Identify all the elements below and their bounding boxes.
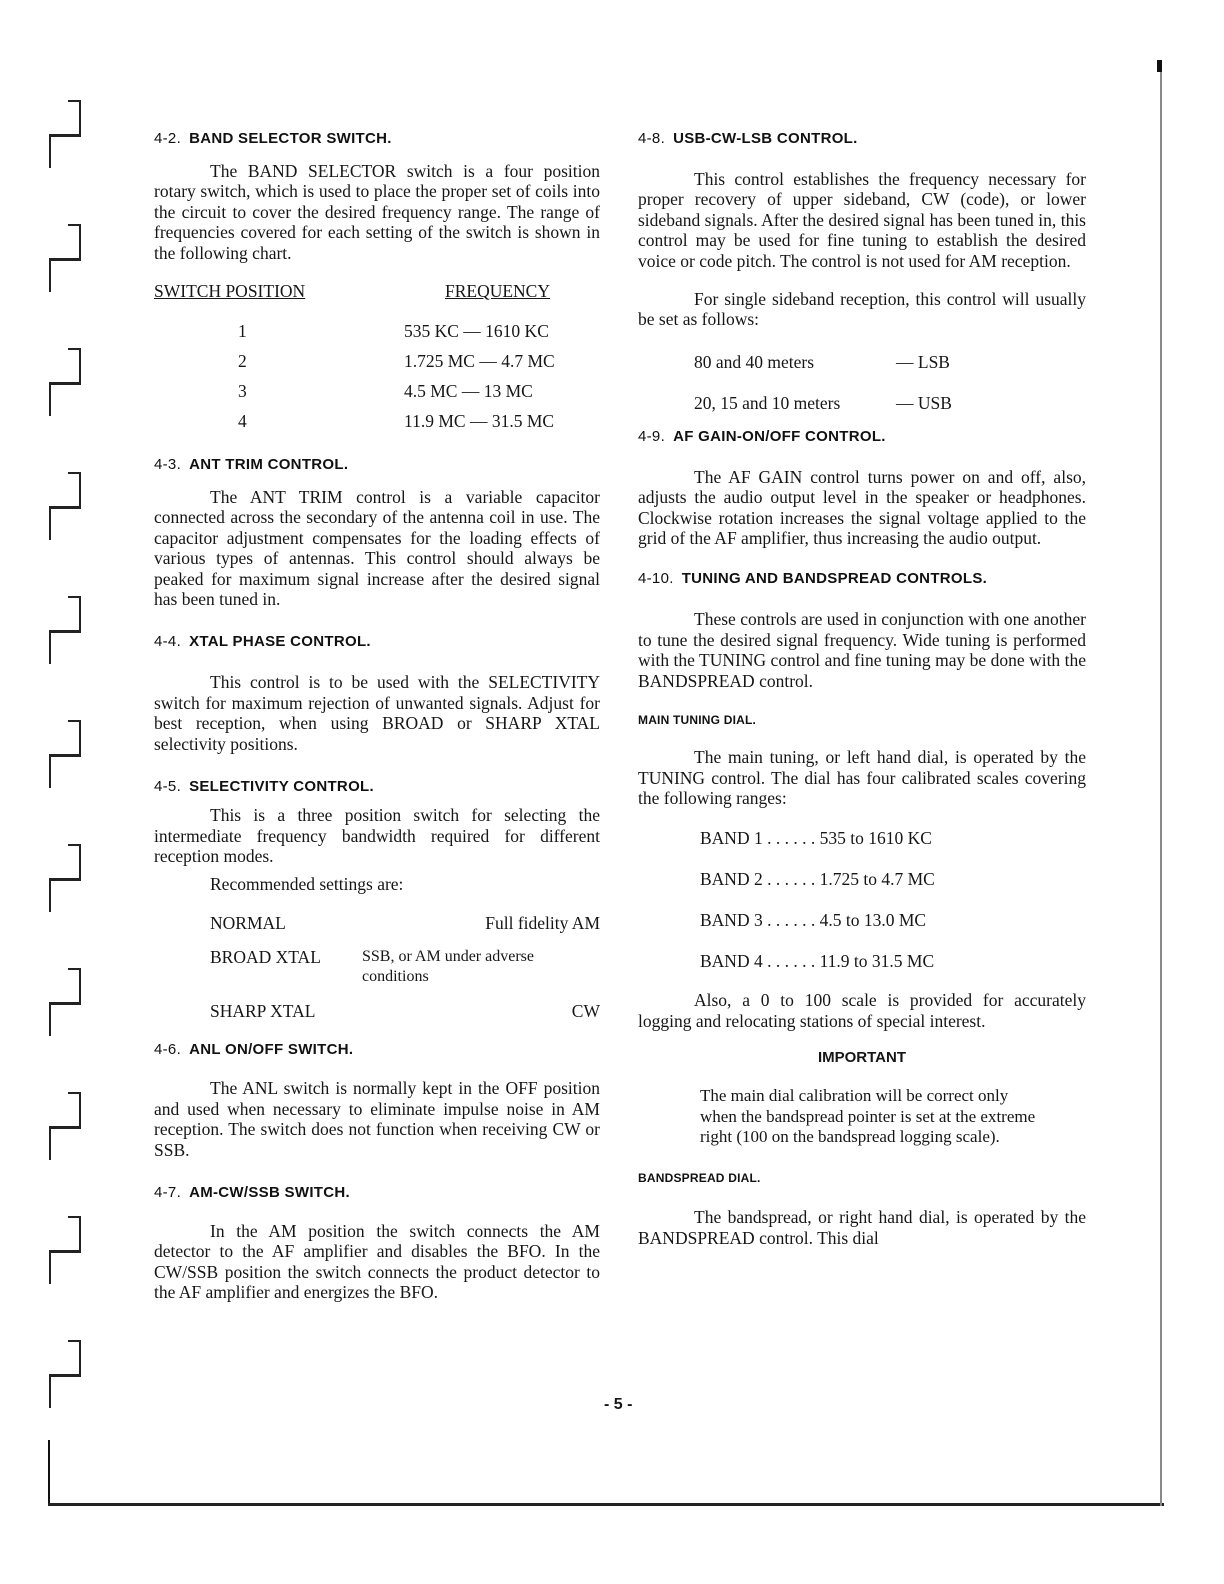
- paragraph-xtal-phase: This control is to be used with the SELECTIVITY switch for maximum rejection of unwanted signals. Adjust for best reception, when using BROAD or SHARP XTAL selectivity positions.: [154, 672, 600, 754]
- paragraph-bandspread-dial: The bandspread, or right hand dial, is operated by the BANDSPREAD control. This dial: [638, 1207, 1086, 1248]
- page-number: - 5 -: [604, 1396, 633, 1413]
- binding-tab: [44, 100, 82, 220]
- paragraph-am-cw-ssb: In the AM position the switch connects the AM detector to the AF amplifier and disables the BFO. In the CW/SSB position the switch connects the product detector to the AF amplifier and energizes the BFO.: [154, 1220, 600, 1303]
- binding-tab: [44, 348, 82, 468]
- column-header-switch-position: SWITCH POSITION: [154, 281, 306, 302]
- binding-tabs: [44, 100, 84, 1500]
- table-row: 2 1.725 MC — 4.7 MC: [238, 351, 555, 372]
- setting-row-normal: NORMAL Full fidelity AM: [210, 913, 600, 934]
- paragraph-anl: The ANL switch is normally kept in the OFF position and used when necessary to eliminate impulse noise in AM reception. The switch does not function when receiving CW or SSB.: [154, 1078, 600, 1160]
- binding-tab: [44, 1092, 82, 1212]
- paragraph-tuning-bandspread: These controls are used in conjunction with one another to tune the desired signal frequency. Wide tuning is performed with the TUNING control and fine tuning may be done with the BANDSPREAD control.: [638, 609, 1086, 691]
- corner-mark: [1157, 60, 1162, 72]
- right-margin-rule: [1160, 62, 1162, 1506]
- important-note: The main dial calibration will be correct only when the bandspread pointer is set at the extreme right (100 on the bandspread logging scale).: [700, 1086, 1036, 1146]
- band-row-2: BAND 2 . . . . . . 1.725 to 4.7 MC: [700, 869, 935, 890]
- binding-tab: [44, 472, 82, 592]
- section-heading-4-7: 4-7. AM-CW/SSB SWITCH.: [154, 1183, 350, 1201]
- paragraph-ant-trim: The ANT TRIM control is a variable capacitor connected across the secondary of the antenna coil in use. The capacitor adjustment compensates for the loading effects of various types of antennas. This control should always be peaked for maximum signal increase after the desired signal has been tuned in.: [154, 487, 600, 610]
- meter-row-usb: 20, 15 and 10 meters — USB: [694, 392, 952, 413]
- important-title: IMPORTANT: [817, 1049, 907, 1067]
- section-heading-4-4: 4-4. XTAL PHASE CONTROL.: [154, 633, 371, 651]
- subheading-main-tuning-dial: MAIN TUNING DIAL.: [638, 713, 757, 728]
- binding-tab: [44, 844, 82, 964]
- band-row-1: BAND 1 . . . . . . 535 to 1610 KC: [700, 828, 932, 849]
- paragraph-logging-scale: Also, a 0 to 100 scale is provided for accurately logging and relocating stations of special interest.: [638, 990, 1086, 1031]
- paragraph-main-dial: The main tuning, or left hand dial, is operated by the TUNING control. The dial has four calibrated scales covering the following ranges:: [638, 747, 1086, 808]
- left-margin-rule: [48, 1440, 50, 1506]
- binding-tab: [44, 224, 82, 344]
- band-row-4: BAND 4 . . . . . . 11.9 to 31.5 MC: [700, 951, 935, 972]
- settings-intro: Recommended settings are:: [210, 874, 404, 895]
- section-heading-4-3: 4-3. ANT TRIM CONTROL.: [154, 456, 349, 474]
- meter-row-lsb: 80 and 40 meters — LSB: [694, 351, 950, 372]
- binding-tab: [44, 720, 82, 840]
- left-column: [154, 130, 600, 1321]
- section-heading-4-8: 4-8. USB-CW-LSB CONTROL.: [638, 130, 858, 147]
- section-heading-4-2: 4-2. BAND SELECTOR SWITCH.: [154, 130, 392, 147]
- binding-tab: [44, 1216, 82, 1336]
- setting-row-sharp-xtal: SHARP XTAL CW: [210, 1001, 600, 1022]
- paragraph-usb-cw-lsb: This control establishes the frequency necessary for proper recovery of upper sideband, CW (code), or lower sideband signals. After the desired signal has been tuned in, this control may be used for fine tuning to establish the desired voice or code pitch. The control is not used for AM reception.: [638, 169, 1086, 271]
- band-row-3: BAND 3 . . . . . . 4.5 to 13.0 MC: [700, 910, 927, 931]
- paragraph-selectivity: This is a three position switch for selecting the intermediate frequency bandwidth required for different reception modes.: [154, 805, 600, 866]
- section-heading-4-6: 4-6. ANL ON/OFF SWITCH.: [154, 1041, 354, 1059]
- right-column: [638, 130, 1086, 1266]
- table-row: 3 4.5 MC — 13 MC: [238, 381, 533, 402]
- table-row: 4 11.9 MC — 31.5 MC: [238, 411, 555, 432]
- subheading-bandspread-dial: BANDSPREAD DIAL.: [638, 1171, 761, 1186]
- setting-row-broad-xtal: BROAD XTAL SSB, or AM under adverse conditions: [210, 947, 534, 986]
- section-heading-4-10: 4-10. TUNING AND BANDSPREAD CONTROLS.: [638, 570, 988, 588]
- section-heading-4-5: 4-5. SELECTIVITY CONTROL.: [154, 778, 374, 796]
- table-row: 1 535 KC — 1610 KC: [238, 321, 549, 342]
- paragraph-ssb-settings: For single sideband reception, this control will usually be set as follows:: [638, 289, 1086, 330]
- section-heading-4-9: 4-9. AF GAIN-ON/OFF CONTROL.: [638, 427, 886, 445]
- bottom-margin-rule: [48, 1503, 1164, 1506]
- binding-tab: [44, 968, 82, 1088]
- paragraph-af-gain: The AF GAIN control turns power on and off, also, adjusts the audio output level in the speaker or headphones. Clockwise rotation increases the signal voltage applied to the grid of the AF amplifier, thus increasing the audio output.: [638, 466, 1086, 549]
- paragraph-band-selector: The BAND SELECTOR switch is a four position rotary switch, which is used to place the proper set of coils into the circuit to cover the desired frequency range. The range of frequencies covered for each setting of the switch is shown in the following chart.: [154, 161, 600, 263]
- binding-tab: [44, 596, 82, 716]
- column-header-frequency: FREQUENCY: [444, 281, 550, 302]
- frequency-table-header: [154, 281, 600, 302]
